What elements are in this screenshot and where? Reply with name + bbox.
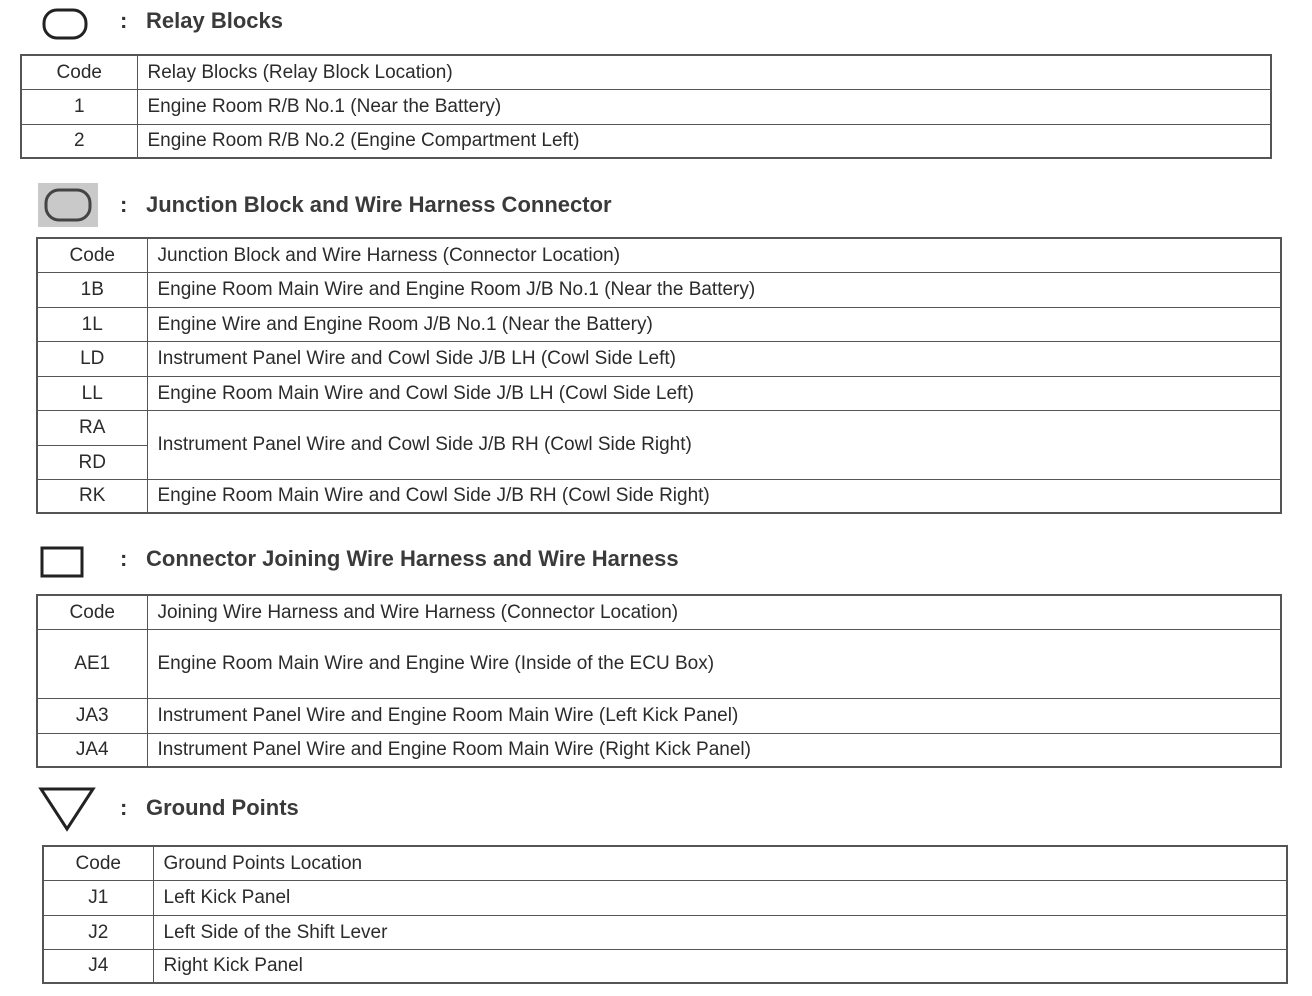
row-code: RD	[37, 445, 147, 479]
triangle-down-icon	[38, 786, 96, 832]
row-description: Engine Room Main Wire and Engine Wire (Inside of the ECU Box)	[147, 629, 1281, 698]
table-row	[43, 949, 1287, 983]
row-description: Instrument Panel Wire and Engine Room Main Wire (Left Kick Panel)	[147, 698, 1281, 733]
header-code: Code	[37, 595, 147, 629]
table-row	[37, 272, 1281, 307]
ground-points-title: Ground Points	[146, 795, 299, 820]
header-code: Code	[37, 238, 147, 272]
table-header-row	[37, 238, 1281, 272]
row-code: J4	[43, 949, 153, 983]
row-description: Engine Room R/B No.1 (Near the Battery)	[137, 89, 1271, 124]
header-description: Ground Points Location	[153, 846, 1287, 880]
connector-title: Connector Joining Wire Harness and Wire Harness	[146, 546, 679, 571]
ground-points-table	[42, 845, 1288, 984]
row-code: JA4	[37, 733, 147, 767]
row-description: Engine Room Main Wire and Cowl Side J/B RH (Cowl Side Right)	[147, 479, 1281, 513]
row-description: Right Kick Panel	[153, 949, 1287, 983]
table-row	[37, 733, 1281, 767]
table-row	[37, 410, 1281, 445]
table-row	[37, 698, 1281, 733]
row-code: RK	[37, 479, 147, 513]
table-row	[37, 629, 1281, 698]
row-description: Engine Room Main Wire and Cowl Side J/B LH (Cowl Side Left)	[147, 376, 1281, 410]
row-description: Instrument Panel Wire and Cowl Side J/B LH (Cowl Side Left)	[147, 341, 1281, 376]
table-row	[21, 89, 1271, 124]
header-code: Code	[43, 846, 153, 880]
relay-blocks-colon: :	[120, 8, 128, 33]
relay-blocks-heading	[0, 0, 1312, 40]
junction-block-title: Junction Block and Wire Harness Connector	[146, 192, 612, 217]
connector-heading	[0, 538, 1312, 578]
relay-blocks-title: Relay Blocks	[146, 8, 283, 33]
row-code: 1B	[37, 272, 147, 307]
table-header-row	[21, 55, 1271, 89]
header-description: Relay Blocks (Relay Block Location)	[137, 55, 1271, 89]
junction-block-colon: :	[120, 192, 128, 217]
row-description: Left Kick Panel	[153, 880, 1287, 915]
relay-blocks-table	[20, 54, 1272, 159]
table-row	[37, 479, 1281, 513]
table-row	[21, 124, 1271, 158]
header-code: Code	[21, 55, 137, 89]
connector-table	[36, 594, 1282, 768]
row-description: Left Side of the Shift Lever	[153, 915, 1287, 949]
row-code: RA	[37, 410, 147, 445]
junction-block-heading	[0, 183, 1312, 223]
row-description: Instrument Panel Wire and Cowl Side J/B RH (Cowl Side Right)	[147, 410, 1281, 479]
table-row	[43, 915, 1287, 949]
row-code: 1	[21, 89, 137, 124]
table-header-row	[43, 846, 1287, 880]
connector-colon: :	[120, 546, 128, 571]
row-description: Engine Room R/B No.2 (Engine Compartment Left)	[137, 124, 1271, 158]
rounded-rect-icon	[42, 8, 88, 40]
row-code: J1	[43, 880, 153, 915]
junction-block-table	[36, 237, 1282, 514]
table-row	[37, 307, 1281, 341]
row-description: Engine Room Main Wire and Engine Room J/B No.1 (Near the Battery)	[147, 272, 1281, 307]
row-description: Instrument Panel Wire and Engine Room Main Wire (Right Kick Panel)	[147, 733, 1281, 767]
square-icon	[40, 546, 84, 578]
shaded-rounded-rect-icon	[38, 183, 98, 227]
header-description: Junction Block and Wire Harness (Connector Location)	[147, 238, 1281, 272]
table-row	[43, 880, 1287, 915]
row-code: 2	[21, 124, 137, 158]
table-header-row	[37, 595, 1281, 629]
row-code: JA3	[37, 698, 147, 733]
ground-points-colon: :	[120, 795, 128, 820]
row-code: LD	[37, 341, 147, 376]
row-code: 1L	[37, 307, 147, 341]
table-row	[37, 341, 1281, 376]
row-code: LL	[37, 376, 147, 410]
row-code: AE1	[37, 629, 147, 698]
row-code: J2	[43, 915, 153, 949]
row-description: Engine Wire and Engine Room J/B No.1 (Near the Battery)	[147, 307, 1281, 341]
table-row	[37, 376, 1281, 410]
ground-points-heading	[0, 786, 1312, 826]
header-description: Joining Wire Harness and Wire Harness (Connector Location)	[147, 595, 1281, 629]
